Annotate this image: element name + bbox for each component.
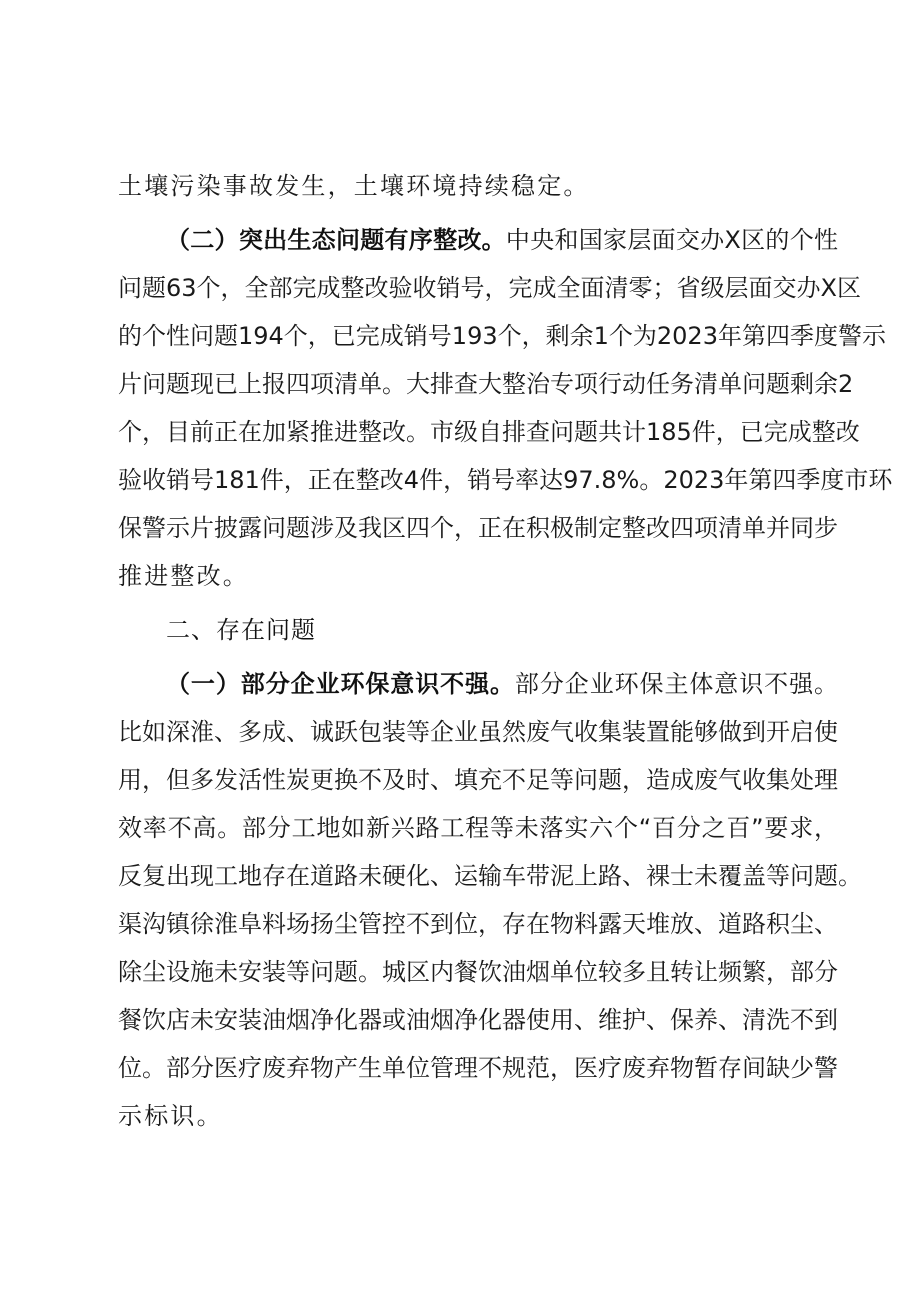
paragraph-first-line [166,220,838,260]
paragraph-line: 效率不高。部分工地如新兴路工程等未落实六个“百分之百”要求， [118,814,838,842]
subsection-title: （二）突出生态问题有序整改。 [166,226,506,254]
paragraph-line: 渠沟镇徐淮阜料场扬尘管控不到位，存在物料露天堆放、道路积尘、 [118,910,838,938]
paragraph-line: 示标识。 [118,1102,223,1130]
paragraph-line: 餐饮店未安装油烟净化器或油烟净化器使用、维护、保养、清洗不到 [118,1006,838,1034]
paragraph-line: 反复出现工地存在道路未硬化、运输车带泥上路、裸士未覆盖等问题。 [118,862,862,890]
paragraph-line: 用，但多发活性炭更换不及时、填充不足等问题，造成废气收集处理 [118,766,838,794]
paragraph-line: 土壤污染事故发生，土壤环境持续稳定。 [118,172,590,200]
paragraph-text: 部分企业环保主体意识不强。 [514,670,838,698]
paragraph-line: 个，目前正在加紧推进整改。市级自排查问题共计185件，已完成整改 [118,418,860,446]
paragraph-text: 中央和国家层面交办X区的个性 [505,226,838,254]
paragraph-line: 推进整改。 [118,562,249,590]
paragraph-line: 问题63个，全部完成整改验收销号，完成全面清零；省级层面交办X区 [118,274,861,302]
subsection-title: （一）部分企业环保意识不强。 [166,670,515,698]
section-heading: 二、存在问题 [166,616,316,644]
paragraph-first-line [166,664,838,704]
paragraph-line: 的个性问题194个，已完成销号193个，剩余1个为2023年第四季度警示 [118,322,886,350]
paragraph-line: 验收销号181件，正在整改4件，销号率达97.8%。2023年第四季度市环 [118,466,893,494]
paragraph-line: 片问题现已上报四项清单。大排查大整治专项行动任务清单问题剩余2 [118,370,854,398]
paragraph-line: 除尘设施未安装等问题。城区内餐饮油烟单位较多且转让频繁，部分 [118,958,838,986]
paragraph-line: 保警示片披露问题涉及我区四个，正在积极制定整改四项清单并同步 [118,514,838,542]
paragraph-line: 位。部分医疗废弃物产生单位管理不规范，医疗废弃物暂存间缺少警 [118,1054,838,1082]
paragraph-line: 比如深淮、多成、诚跃包装等企业虽然废气收集装置能够做到开启使 [118,718,838,746]
